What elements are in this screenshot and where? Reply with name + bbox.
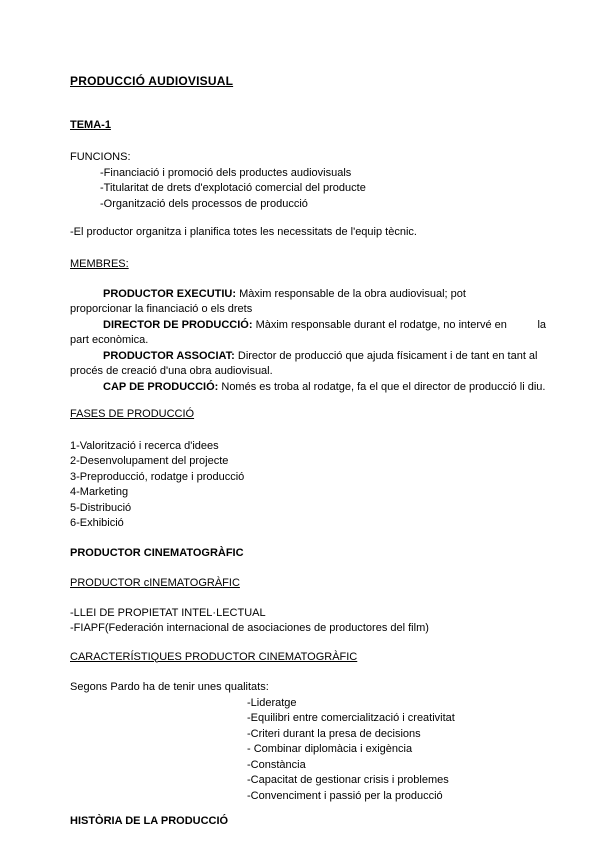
qualitat-item: -Lideratge <box>247 696 297 709</box>
membre-entry-line <box>70 380 555 396</box>
funcions-item: -Financiació i promoció dels productes audiovisuals <box>100 166 352 179</box>
funcions-item: -Organització dels processos de producció <box>100 197 308 210</box>
caracteristiques-intro: Segons Pardo ha de tenir unes qualitats: <box>70 681 269 693</box>
fase-item: 4-Marketing <box>70 486 129 498</box>
membre-entry-line <box>70 318 555 334</box>
fases-heading: FASES DE PRODUCCIÓ <box>70 407 195 420</box>
fases-list <box>70 439 555 532</box>
qualitats-list <box>70 696 555 805</box>
caracteristiques-heading: CARACTERÍSTIQUES PRODUCTOR CINEMATOGRÀFIC <box>70 650 358 663</box>
qualitat-item: -Convenciment i passió per la producció <box>247 789 443 802</box>
membre-term: PRODUCTOR ASSOCIAT: <box>103 349 235 362</box>
qualitat-item: - Combinar diplomàcia i exigència <box>247 743 413 755</box>
historia-heading: HISTÒRIA DE LA PRODUCCIÓ <box>70 815 229 827</box>
membre-desc: Director de producció que ajuda físicament i de tant en tant al <box>234 349 538 362</box>
funcions-item: -Titularitat de drets d'explotació comercial del producte <box>100 182 366 194</box>
doc-title: PRODUCCIÓ AUDIOVISUAL <box>70 74 234 88</box>
fase-item: 2-Desenvolupament del projecte <box>70 455 229 467</box>
productor-note: -El productor organitza i planifica totes les necessitats de l'equip tècnic. <box>70 226 417 238</box>
membre-entry-continuation: procés de creació d'una obra audiovisual. <box>70 365 273 377</box>
productor-cinematografic-subheading: PRODUCTOR cINEMATOGRÀFIC <box>70 576 240 589</box>
membres-heading: MEMBRES: <box>70 257 129 270</box>
fase-item: 6-Exhibició <box>70 517 124 529</box>
membre-entry-continuation: part econòmica. <box>70 334 149 346</box>
qualitat-item: -Equilibri entre comercialització i creativitat <box>247 712 455 724</box>
qualitat-item: -Capacitat de gestionar crisis i problemes <box>247 774 449 786</box>
fase-item: 5-Distribució <box>70 501 132 514</box>
fase-item: 1-Valorització i recerca d'idees <box>70 439 219 452</box>
membres-block <box>70 287 555 396</box>
llei-item: -LLEI DE PROPIETAT INTEL·LECTUAL <box>70 606 266 619</box>
membre-desc: Màxim responsable de la obra audiovisual; pot <box>236 287 466 300</box>
membre-desc: Només es troba al rodatge, fa el que el director de producció li diu. <box>218 380 546 393</box>
membre-desc: Màxim responsable durant el rodatge, no intervé en la <box>252 318 547 331</box>
funcions-heading: FUNCIONS: <box>70 151 131 163</box>
llei-block <box>70 606 555 637</box>
llei-item: -FIAPF(Federación internacional de asociaciones de productores del film) <box>70 622 429 634</box>
fase-item: 3-Preproducció, rodatge i producció <box>70 470 245 483</box>
productor-cinematografic-title: PRODUCTOR CINEMATOGRÀFIC <box>70 546 244 559</box>
membre-term: CAP DE PRODUCCIÓ: <box>103 380 219 393</box>
tema-heading: TEMA-1 <box>70 118 111 131</box>
membre-term: DIRECTOR DE PRODUCCIÓ: <box>103 318 253 331</box>
membre-entry-continuation: proporcionar la financiació o els drets <box>70 303 253 315</box>
membre-entry-line <box>70 287 555 303</box>
membre-term: PRODUCTOR EXECUTIU: <box>103 287 237 300</box>
membre-entry-line <box>70 349 555 365</box>
qualitat-item: -Criteri durant la presa de decisions <box>247 727 421 740</box>
qualitat-item: -Constància <box>247 758 306 771</box>
